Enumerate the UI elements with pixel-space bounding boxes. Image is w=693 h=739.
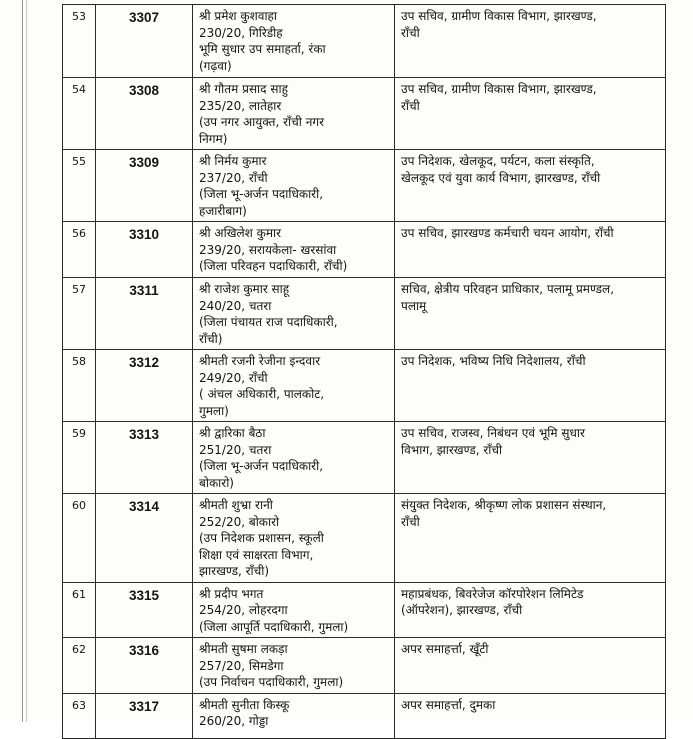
officer-name: श्री प्रदीप भगत (199, 586, 264, 601)
officer-details-cell (193, 222, 395, 278)
officer-name: श्रीमती रजनी रेजीना इन्दवार (199, 354, 321, 368)
posting-line: खेलकूद एवं युवा कार्य विभाग, झारखण्ड, राँची (401, 170, 601, 185)
page-edge-line (22, 0, 23, 722)
officer-details-cell (193, 582, 395, 638)
new-posting-cell (395, 494, 666, 583)
officer-detail-line: बोकारो) (199, 475, 234, 490)
officer-code-cell: 3309 (96, 150, 193, 222)
officer-code-cell: 3316 (96, 638, 193, 694)
officer-code-cell: 3311 (96, 278, 193, 350)
serial-number-cell: 62 (63, 638, 96, 694)
officer-details-cell (193, 350, 395, 422)
table-row (63, 278, 666, 350)
new-posting-cell (395, 693, 666, 738)
officer-detail-line: शिक्षा एवं साक्षरता विभाग, (199, 547, 314, 562)
posting-line: विभाग, झारखण्ड, राँची (401, 442, 503, 457)
officer-detail-line: 257/20, सिमडेगा (199, 658, 284, 673)
serial-number-cell: 63 (63, 693, 96, 738)
posting-line: उप सचिव, ग्रामीण विकास विभाग, झारखण्ड, (401, 82, 597, 96)
posting-line: अपर समाहर्त्ता, दुमका (401, 697, 496, 712)
posting-line: राँची (401, 514, 420, 529)
officer-detail-line: 235/20, लातेहार (199, 98, 282, 113)
officer-detail-line: (जिला भू-अर्जन पदाधिकारी, (199, 459, 324, 473)
table-body (63, 5, 666, 739)
new-posting-cell (395, 78, 666, 150)
page-edge-line-inner (26, 0, 27, 722)
table-row (63, 222, 666, 278)
serial-number-cell: 57 (63, 278, 96, 350)
officer-detail-line: ( अंचल अधिकारी, पालकोट, (199, 387, 325, 401)
new-posting-cell (395, 582, 666, 638)
officer-detail-line: 239/20, सरायकेला- खरसांवा (199, 242, 337, 257)
officer-detail-line: (गढ़वा) (199, 58, 232, 73)
officer-name: श्री द्वारिका बैठा (199, 426, 266, 440)
officer-name: श्री निर्मय कुमार (199, 154, 267, 168)
table-row (63, 582, 666, 638)
officer-code-cell: 3313 (96, 422, 193, 494)
table-row (63, 5, 666, 78)
table-row (63, 693, 666, 738)
officer-details-cell (193, 278, 395, 350)
officer-name: श्रीमती शुभ्रा रानी (199, 498, 273, 512)
table-row (63, 494, 666, 583)
officer-code-cell: 3315 (96, 582, 193, 638)
posting-line: उप सचिव, राजस्व, निबंधन एवं भूमि सुधार (401, 426, 585, 440)
officer-detail-line: भूमि सुधार उप समाहर्ता, रंका (199, 42, 326, 56)
new-posting-cell (395, 5, 666, 78)
officer-code-cell: 3310 (96, 222, 193, 278)
officer-name: श्री प्रमेश कुशवाहा (199, 9, 278, 23)
posting-line: महाप्रबंधक, बिवरेजेज कॉरपोरेशन लिमिटेड (401, 586, 584, 601)
officer-detail-line: (जिला भू-अर्जन पदाधिकारी, (199, 187, 324, 201)
officer-detail-line: 254/20, लोहरदगा (199, 603, 288, 617)
serial-number-cell: 59 (63, 422, 96, 494)
officer-details-cell (193, 638, 395, 694)
officer-code-cell: 3312 (96, 350, 193, 422)
serial-number-cell: 53 (63, 5, 96, 78)
officer-code-cell: 3308 (96, 78, 193, 150)
officer-detail-line: 240/20, चतरा (199, 298, 272, 313)
officer-name: श्रीमती सुनीता किस्कू (199, 697, 290, 712)
posting-line: सचिव, क्षेत्रीय परिवहन प्राधिकार, पलामू प्रमण्डल, (401, 282, 615, 296)
officer-details-cell (193, 693, 395, 738)
officer-detail-line: (उप निदेशक प्रशासन, स्कूली (199, 531, 324, 545)
serial-number-cell: 61 (63, 582, 96, 638)
officer-name: श्रीमती सुषमा लकड़ा (199, 642, 288, 656)
officer-code-cell: 3307 (96, 5, 193, 78)
table-row (63, 422, 666, 494)
posting-line: राँची (401, 25, 420, 40)
serial-number-cell: 54 (63, 78, 96, 150)
new-posting-cell (395, 222, 666, 278)
table-row (63, 350, 666, 422)
officer-detail-line: गुमला) (199, 403, 229, 418)
posting-line: उप सचिव, झारखण्ड कर्मचारी चयन आयोग, राँची (401, 226, 614, 240)
posting-line: उप निदेशक, भविष्य निधि निदेशालय, राँची (401, 354, 586, 368)
officer-name: श्री राजेश कुमार साहू (199, 282, 290, 296)
table-row (63, 78, 666, 150)
posting-line: पलामू (401, 298, 427, 313)
officer-name: श्री गौतम प्रसाद साहु (199, 82, 288, 96)
new-posting-cell (395, 422, 666, 494)
officer-detail-line: 249/20, राँची (199, 370, 268, 385)
officer-detail-line: हजारीबाग) (199, 203, 247, 218)
posting-line: (ऑपरेशन), झारखण्ड, राँची (401, 603, 523, 617)
officer-details-cell (193, 494, 395, 583)
officer-posting-table (62, 4, 666, 739)
officer-code-cell: 3317 (96, 693, 193, 738)
posting-line: उप सचिव, ग्रामीण विकास विभाग, झारखण्ड, (401, 9, 597, 23)
officer-detail-line: (जिला परिवहन पदाधिकारी, राँची) (199, 259, 348, 273)
officer-detail-line: झारखण्ड, राँची) (199, 564, 270, 578)
officer-details-cell (193, 422, 395, 494)
officer-details-cell (193, 150, 395, 222)
serial-number-cell: 55 (63, 150, 96, 222)
new-posting-cell (395, 150, 666, 222)
officer-detail-line: 230/20, गिरिडीह (199, 25, 283, 40)
officer-detail-line: 252/20, बोकारो (199, 514, 280, 529)
officer-detail-line: 251/20, चतरा (199, 442, 272, 457)
officer-detail-line: (उप नगर आयुक्त, राँची नगर (199, 115, 325, 129)
new-posting-cell (395, 638, 666, 694)
serial-number-cell: 60 (63, 494, 96, 583)
officer-detail-line: 237/20, राँची (199, 170, 268, 185)
officer-name: श्री अखिलेश कुमार (199, 226, 282, 240)
table-row (63, 638, 666, 694)
officer-detail-line: 260/20, गोड्डा (199, 714, 269, 728)
serial-number-cell: 58 (63, 350, 96, 422)
table-row (63, 150, 666, 222)
posting-line: उप निदेशक, खेलकूद, पर्यटन, कला संस्कृति, (401, 154, 595, 168)
officer-detail-line: (जिला पंचायत राज पदाधिकारी, (199, 315, 338, 329)
officer-detail-line: (उप निर्वाचन पदाधिकारी, गुमला) (199, 675, 344, 689)
new-posting-cell (395, 350, 666, 422)
officer-code-cell: 3314 (96, 494, 193, 583)
officer-details-cell (193, 78, 395, 150)
posting-line: संयुक्त निदेशक, श्रीकृष्ण लोक प्रशासन संस्थान, (401, 498, 607, 512)
posting-line: राँची (401, 98, 420, 113)
officer-details-cell (193, 5, 395, 78)
new-posting-cell (395, 278, 666, 350)
serial-number-cell: 56 (63, 222, 96, 278)
posting-line: अपर समाहर्त्ता, खूँटी (401, 642, 489, 656)
officer-detail-line: निगम) (199, 131, 228, 146)
officer-detail-line: राँची) (199, 331, 223, 346)
officer-detail-line: (जिला आपूर्ति पदाधिकारी, गुमला) (199, 619, 349, 634)
